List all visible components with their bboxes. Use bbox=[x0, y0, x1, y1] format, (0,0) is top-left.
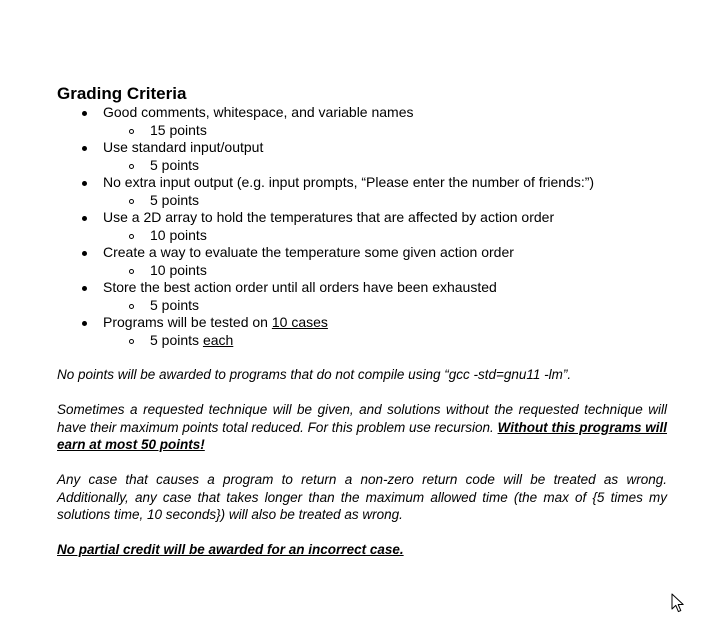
criterion-item bbox=[57, 244, 667, 279]
each-text: each bbox=[202, 331, 234, 348]
criterion-item bbox=[57, 139, 667, 174]
hollow-bullet-icon bbox=[129, 234, 134, 239]
bullet-icon bbox=[82, 216, 87, 221]
criterion-text: Store the best action order until all orders have been exhausted bbox=[57, 279, 667, 297]
criterion-points: 5 points each bbox=[57, 332, 667, 350]
criterion-points: 15 points bbox=[57, 122, 667, 140]
hollow-bullet-icon bbox=[129, 304, 134, 309]
bullet-icon bbox=[82, 286, 87, 291]
hollow-bullet-icon bbox=[129, 199, 134, 204]
criterion-item bbox=[57, 209, 667, 244]
criterion-text: Create a way to evaluate the temperature some given action order bbox=[57, 244, 667, 262]
document-page bbox=[57, 84, 667, 559]
criterion-text: Use a 2D array to hold the temperatures that are affected by action order bbox=[57, 209, 667, 227]
wrong-case-paragraph: Any case that causes a program to return a non-zero return code will be treated as wrong. Additionally, any case that takes longer than the maximum allowed time (the max of {5 times my solutions time, 10 seconds}) will also be treated as wrong. bbox=[57, 472, 667, 522]
criterion-points: 10 points bbox=[57, 227, 667, 245]
criterion-item bbox=[57, 314, 667, 349]
no-partial-credit-paragraph bbox=[57, 541, 667, 559]
criterion-item bbox=[57, 174, 667, 209]
criterion-item bbox=[57, 279, 667, 314]
criterion-points: 10 points bbox=[57, 262, 667, 280]
criterion-text: Use standard input/output bbox=[57, 139, 667, 157]
criterion-points: 5 points bbox=[57, 297, 667, 315]
bullet-icon bbox=[82, 321, 87, 326]
compile-requirement-paragraph: No points will be awarded to programs that do not compile using “gcc -std=gnu11 -lm”. bbox=[57, 367, 572, 382]
criterion-item bbox=[57, 104, 667, 139]
criterion-points: 5 points bbox=[57, 157, 667, 175]
hollow-bullet-icon bbox=[129, 164, 134, 169]
ten-cases-text: 10 cases bbox=[271, 314, 328, 330]
criterion-points: 5 points bbox=[57, 192, 667, 210]
technique-emphasis: Without this programs will earn at most 50 points! bbox=[57, 419, 667, 452]
bullet-icon bbox=[82, 111, 87, 116]
bullet-icon bbox=[82, 181, 87, 186]
bullet-icon bbox=[82, 146, 87, 151]
no-partial-credit-text: No partial credit will be awarded for an incorrect case. bbox=[57, 542, 404, 557]
hollow-bullet-icon bbox=[129, 339, 134, 344]
grading-criteria-heading: Grading Criteria bbox=[57, 84, 187, 103]
criterion-text: Good comments, whitespace, and variable names bbox=[57, 104, 667, 122]
mouse-pointer-icon bbox=[671, 593, 685, 613]
bullet-icon bbox=[82, 251, 87, 256]
criterion-text: No extra input output (e.g. input prompts, “Please enter the number of friends:”) bbox=[57, 174, 667, 192]
criterion-text: Programs will be tested on 10 cases bbox=[57, 314, 667, 332]
technique-paragraph: Sometimes a requested technique will be given, and solutions without the requested technique will have their maximum points total reduced. For this problem use recursion. Without this programs will earn at most 50 points! bbox=[57, 402, 667, 452]
hollow-bullet-icon bbox=[129, 129, 134, 134]
criteria-list bbox=[57, 104, 667, 349]
hollow-bullet-icon bbox=[129, 269, 134, 274]
